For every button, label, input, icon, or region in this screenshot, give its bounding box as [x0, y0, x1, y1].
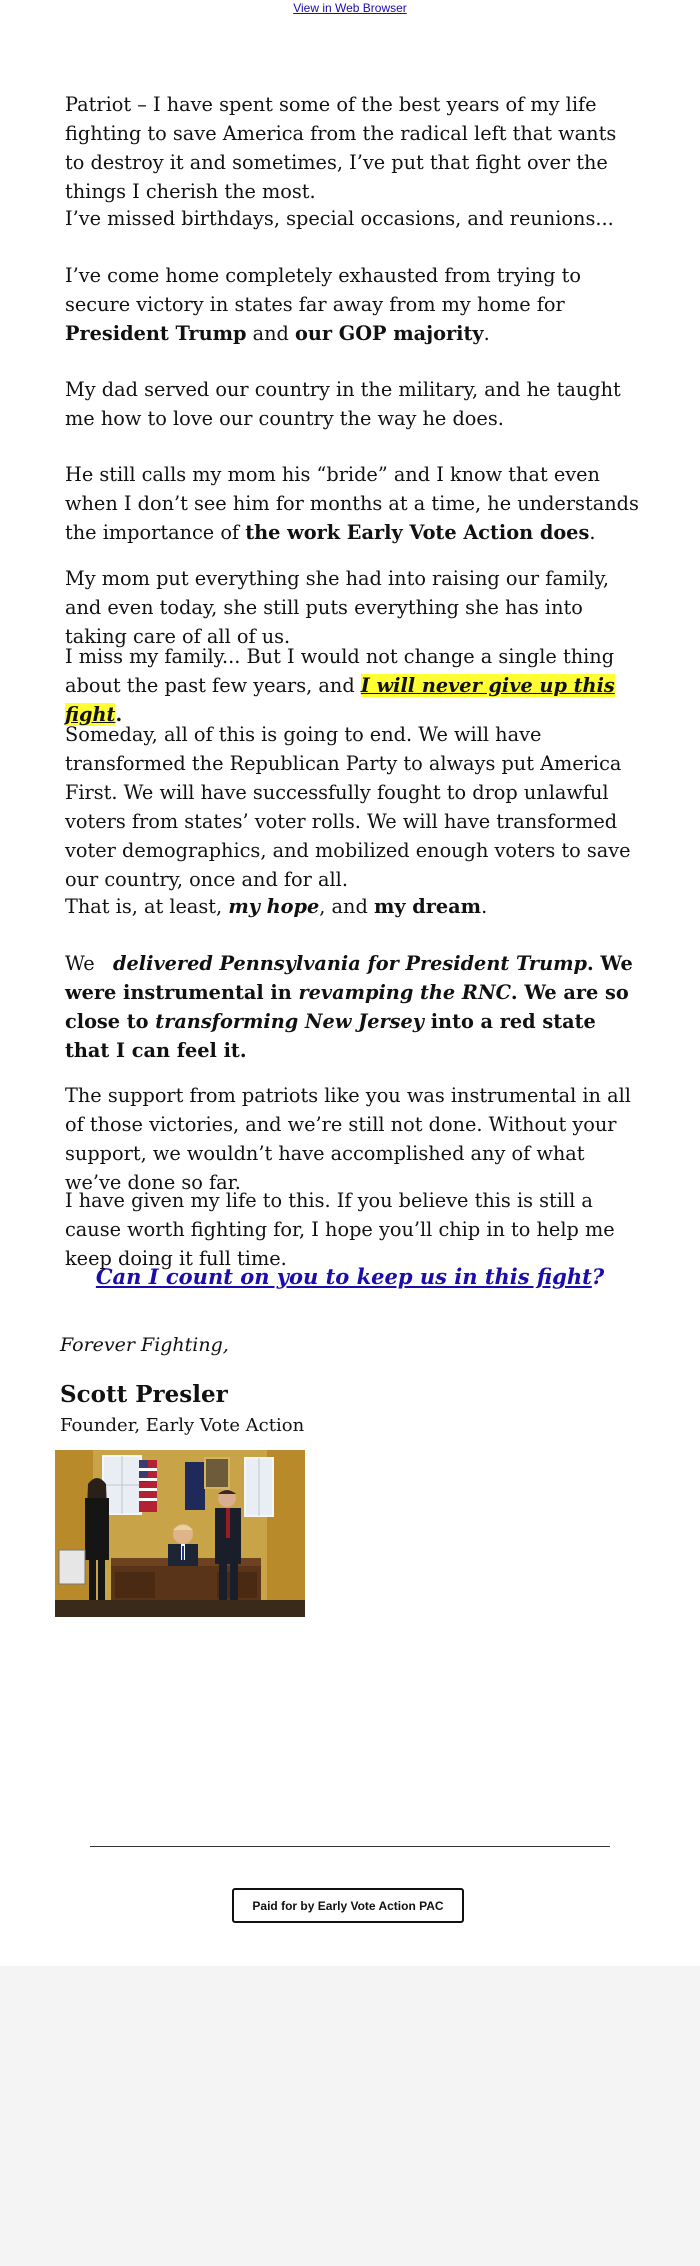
paid-for-disclaimer: Paid for by Early Vote Action PAC: [232, 1888, 464, 1923]
paragraph-8: Someday, all of this is going to end. We will have transformed the Republican Party to always put America First. We will have successfully fought to drop unlawful voters from states’ voter rolls. We will have transformed voter demographics, and mobilized enough voters to save our country, once and for all.: [65, 723, 631, 891]
paragraph-2: I’ve missed birthdays, special occasions, and reunions...: [65, 207, 614, 230]
paragraph-12: I have given my life to this. If you believe this is still a cause worth fighting for, I hope you’ll chip in to help me keep doing it full time.: [65, 1189, 615, 1270]
signature-closing: Forever Fighting,: [60, 1334, 229, 1356]
signature-title: Founder, Early Vote Action: [60, 1415, 305, 1436]
highlighted-pledge: I will never give up this fight: [65, 674, 615, 726]
paragraph-5: He still calls my mom his “bride” and I know that even when I don’t see him for months at a time, he understands the importance of the work Early Vote Action does.: [65, 463, 639, 544]
paragraph-1: Patriot – I have spent some of the best years of my life fighting to save America from the radical left that wants to destroy it and sometimes, I’ve put that fight over the things I cherish the most.: [65, 93, 617, 203]
donate-link[interactable]: Can I count on you to keep us in this fight: [95, 1264, 592, 1289]
paragraph-4: My dad served our country in the military, and he taught me how to love our country the way he does.: [65, 378, 621, 430]
signature-name: Scott Presler: [60, 1381, 228, 1408]
view-in-browser-link[interactable]: View in Web Browser: [293, 1, 407, 15]
paragraph-3: I’ve come home completely exhausted from trying to secure victory in states far away from my home for President Trump and our GOP majority.: [65, 264, 581, 345]
footer-divider: [90, 1846, 610, 1847]
paragraph-7: I miss my family... But I would not change a single thing about the past few years, and I will never give up this fight.: [65, 645, 615, 726]
oval-office-photo: [55, 1450, 305, 1617]
paragraph-6: My mom put everything she had into raising our family, and even today, she still puts everything she has into taking care of all of us.: [65, 567, 609, 648]
paragraph-10: We delivered Pennsylvania for President Trump. We were instrumental in revamping the RNC. We are so close to transforming New Jersey into a red state that I can feel it.: [65, 952, 640, 1062]
donate-cta: Can I count on you to keep us in this fight?: [95, 1264, 605, 1289]
paragraph-9: That is, at least, my hope, and my dream.: [65, 895, 488, 918]
paragraph-11: The support from patriots like you was instrumental in all of those victories, and we’re still not done. Without your support, we wouldn’t have accomplished any of what we’ve done so far.: [65, 1084, 631, 1194]
